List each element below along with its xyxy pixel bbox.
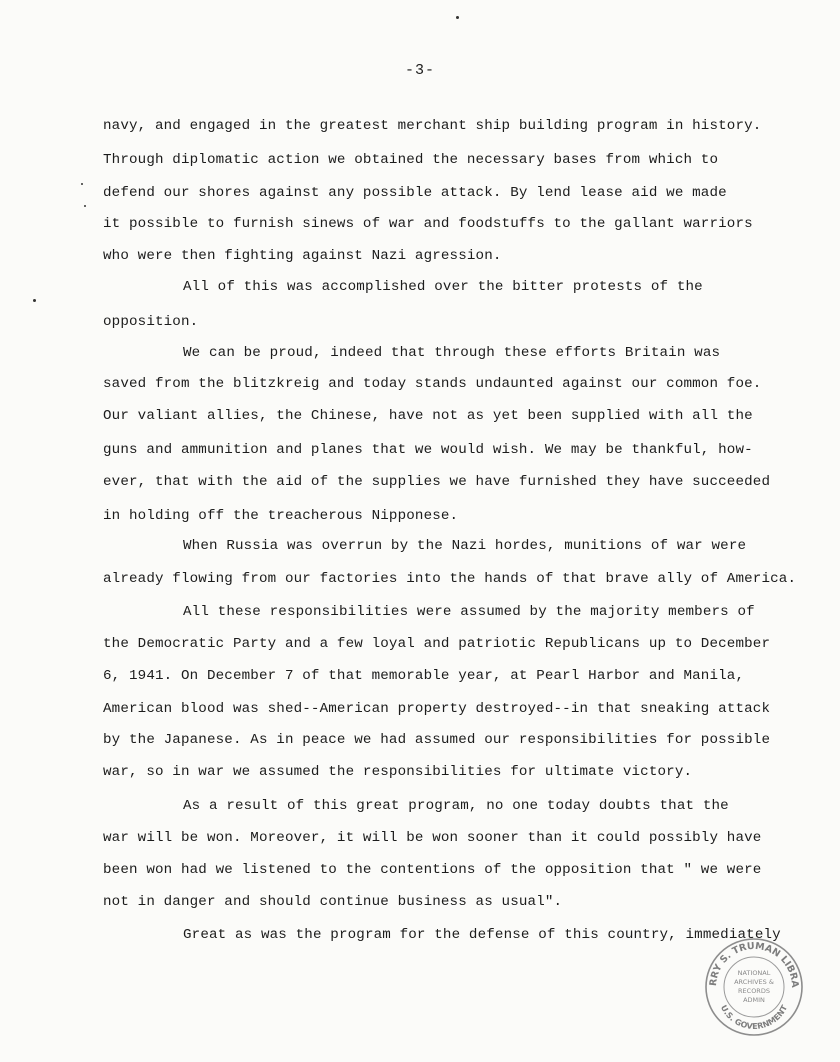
text-line: Our valiant allies, the Chinese, have not as yet been supplied with all the xyxy=(103,408,753,424)
text-line: in holding off the treacherous Nipponese. xyxy=(103,508,459,524)
stamp-center-line: RECORDS xyxy=(738,987,770,995)
text-line: Through diplomatic action we obtained the necessary bases from which to xyxy=(103,152,719,168)
text-line: who were then fighting against Nazi agression. xyxy=(103,248,502,264)
text-line: guns and ammunition and planes that we would wish. We may be thankful, how- xyxy=(103,442,753,458)
text-line: 6, 1941. On December 7 of that memorable year, at Pearl Harbor and Manila, xyxy=(103,668,745,684)
stamp-center-line: ARCHIVES & xyxy=(734,978,774,986)
scan-speck xyxy=(33,299,36,302)
text-line: As a result of this great program, no one today doubts that the xyxy=(183,798,729,814)
text-line: been won had we listened to the contentions of the opposition that " we were xyxy=(103,862,762,878)
text-line: saved from the blitzkreig and today stands undaunted against our common foe. xyxy=(103,376,762,392)
text-line: opposition. xyxy=(103,314,199,330)
archive-stamp xyxy=(702,935,806,1039)
text-line: the Democratic Party and a few loyal and patriotic Republicans up to December xyxy=(103,636,771,652)
text-line: We can be proud, indeed that through these efforts Britain was xyxy=(183,345,721,361)
text-line: defend our shores against any possible attack. By lend lease aid we made xyxy=(103,185,727,201)
text-line: Great as was the program for the defense of this country, immediately xyxy=(183,927,781,943)
stamp-top-text: RRY S. TRUMAN LIBRA xyxy=(707,940,801,989)
text-line: All these responsibilities were assumed by the majority members of xyxy=(183,604,755,620)
text-line: by the Japanese. As in peace we had assumed our responsibilities for possible xyxy=(103,732,771,748)
archive-stamp-icon xyxy=(702,935,806,1039)
scan-speck xyxy=(84,205,86,207)
text-line: not in danger and should continue business as usual". xyxy=(103,894,563,910)
text-line: ever, that with the aid of the supplies we have furnished they have succeeded xyxy=(103,474,771,490)
stamp-bottom-text: U.S. GOVERNMENT xyxy=(718,1003,790,1032)
scan-speck xyxy=(81,183,83,185)
text-line: already flowing from our factories into the hands of that brave ally of America. xyxy=(103,571,797,587)
text-line: war, so in war we assumed the responsibilities for ultimate victory. xyxy=(103,764,693,780)
text-line: navy, and engaged in the greatest merchant ship building program in history. xyxy=(103,118,762,134)
stamp-center-line: NATIONAL xyxy=(737,969,771,977)
page-number: -3- xyxy=(404,62,435,79)
text-line: war will be won. Moreover, it will be won sooner than it could possibly have xyxy=(103,830,762,846)
scan-speck xyxy=(456,16,459,19)
stamp-center-line: ADMIN xyxy=(743,996,765,1004)
text-line: it possible to furnish sinews of war and foodstuffs to the gallant warriors xyxy=(103,216,753,232)
text-line: When Russia was overrun by the Nazi hordes, munitions of war were xyxy=(183,538,747,554)
text-line: All of this was accomplished over the bitter protests of the xyxy=(183,279,703,295)
text-line: American blood was shed--American property destroyed--in that sneaking attack xyxy=(103,701,771,717)
